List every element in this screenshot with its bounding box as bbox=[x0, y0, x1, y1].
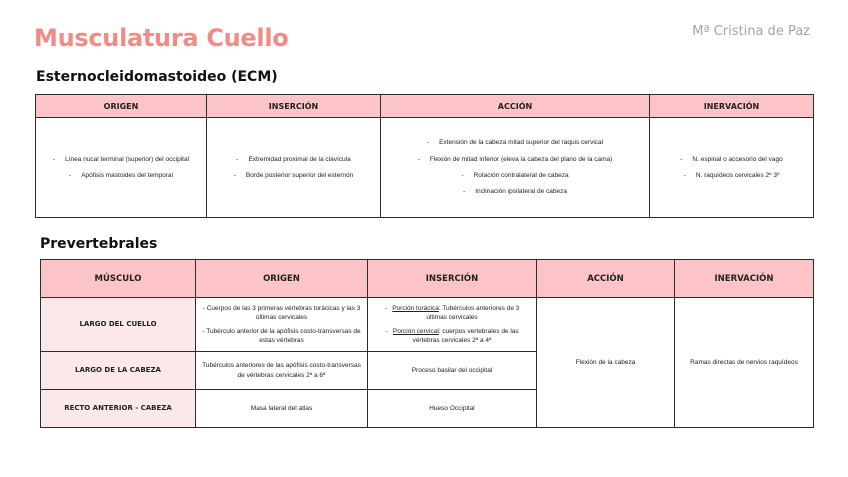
insercion-line: - Porción torácica: Tubérculos anteriores de 3 últimas cervicales bbox=[384, 304, 520, 322]
list-item: - Extremidad proximal de la clavícula bbox=[215, 155, 372, 164]
muscle-name-cell: LARGO DE LA CABEZA bbox=[41, 352, 196, 390]
insercion-label: Porción cervical bbox=[392, 327, 439, 335]
prevertebrales-table bbox=[40, 259, 814, 428]
origen-line: - Cuerpos de las 3 primeras vértebras torácicas y las 3 últimas cervicales bbox=[202, 304, 361, 322]
origen-cell: Masa lateral del atlas bbox=[196, 390, 368, 428]
prev-header-row bbox=[41, 260, 814, 298]
ecm-data-row bbox=[36, 118, 814, 218]
list-item: - Inclinación ipsilateral de cabeza bbox=[389, 187, 641, 196]
ecm-table bbox=[35, 94, 814, 218]
prev-header-origen: ORIGEN bbox=[196, 260, 368, 298]
list-item: - Línea nucal terminal (superior) del occipital bbox=[44, 155, 198, 164]
insercion-line: - Porción cervical: cuerpos vertebrales de las vértebras cervicales 2ª a 4ª bbox=[385, 327, 519, 344]
insercion-cell: Proceso basilar del occipital bbox=[368, 352, 537, 390]
prev-header-accion: ACCIÓN bbox=[537, 260, 675, 298]
list-item: - N. espinal o accesorio del vago bbox=[658, 155, 805, 164]
ecm-section-title: Esternocleidomastoideo (ECM) bbox=[36, 69, 278, 85]
origen-line: - Tubérculo anterior de la apófisis costo-transversas de estas vértebras bbox=[202, 327, 361, 344]
ecm-origen-cell bbox=[36, 118, 207, 218]
list-item: - Extensión de la cabeza mitad superior del raquis cervical bbox=[389, 138, 641, 147]
prev-header-musculo: MÚSCULO bbox=[41, 260, 196, 298]
ecm-insercion-cell bbox=[207, 118, 381, 218]
insercion-label: Porción torácica bbox=[392, 304, 439, 312]
list-item: - Rotación contralateral de cabeza bbox=[389, 171, 641, 180]
list-item: - Flexión de mitad inferior (eleva la cabeza del plano de la cama) bbox=[389, 155, 641, 164]
inervacion-cell: Ramas directas de nervios raquídeos bbox=[675, 298, 814, 428]
insercion-text: : Tubérculos anteriores de 3 últimas cervicales bbox=[426, 304, 520, 322]
prev-header-inervacion: INERVACIÓN bbox=[675, 260, 814, 298]
ecm-header-accion: ACCIÓN bbox=[381, 95, 650, 118]
muscle-name-cell: LARGO DEL CUELLO bbox=[41, 298, 196, 352]
list-item: - Borde posterior superior del esternón bbox=[215, 171, 372, 180]
ecm-header-origen: ORIGEN bbox=[36, 95, 207, 118]
table-row bbox=[41, 298, 814, 352]
insercion-cell bbox=[368, 298, 537, 352]
ecm-inervacion-cell bbox=[650, 118, 814, 218]
muscle-name-cell: RECTO ANTERIOR - CABEZA bbox=[41, 390, 196, 428]
insercion-cell: Hueso Occipital bbox=[368, 390, 537, 428]
ecm-accion-cell bbox=[381, 118, 650, 218]
list-item: - Apófisis mastoides del temporal bbox=[44, 171, 198, 180]
prev-header-insercion: INSERCIÓN bbox=[368, 260, 537, 298]
origen-cell: Tubérculos anteriores de las apófisis costo-transversas de vértebras cervicales 2ª a 6ª bbox=[196, 352, 368, 390]
ecm-header-insercion: INSERCIÓN bbox=[207, 95, 381, 118]
ecm-header-inervacion: INERVACIÓN bbox=[650, 95, 814, 118]
list-item: - N. raquídeos cervicales 2º 3º bbox=[658, 171, 805, 180]
author-name: Mª Cristina de Paz bbox=[692, 24, 810, 39]
accion-cell: Flexión de la cabeza bbox=[537, 298, 675, 428]
prevertebrales-section-title: Prevertebrales bbox=[40, 236, 158, 252]
insercion-text: : cuerpos vertebrales de las vértebras cervicales 2ª a 4ª bbox=[412, 327, 519, 344]
page-title: Musculatura Cuello bbox=[34, 24, 289, 52]
ecm-header-row bbox=[36, 95, 814, 118]
origen-cell bbox=[196, 298, 368, 352]
